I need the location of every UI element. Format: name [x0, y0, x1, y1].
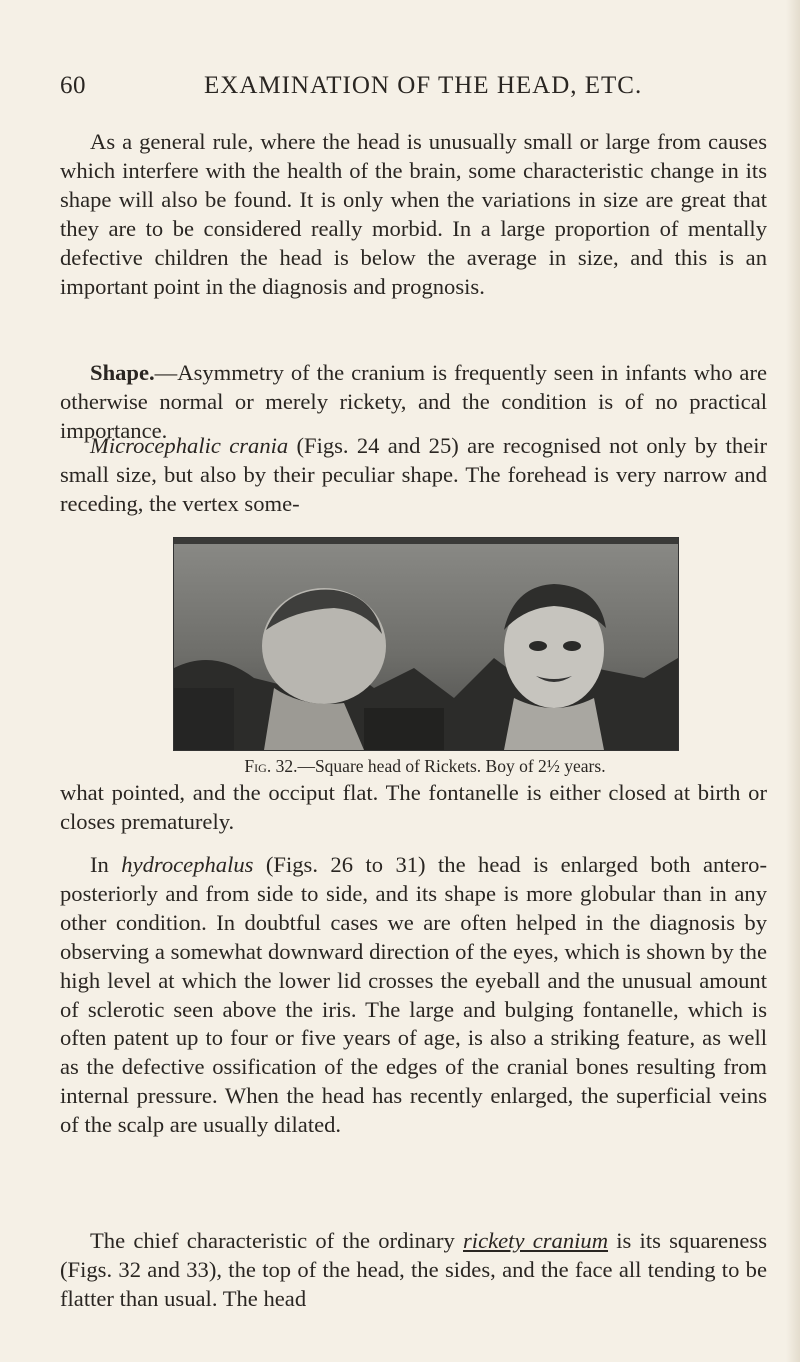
page-number: 60	[60, 72, 86, 99]
rickety-lead: The chief characteristic of the ordinary	[90, 1228, 464, 1253]
paragraph-hydrocephalus	[60, 851, 767, 1140]
rickety-text: is its squareness (Figs. 32 and 33), the top of the head, the sides, and the face all tending to be flatter than usual. The head	[60, 1228, 767, 1311]
rickets-photo-illustration	[174, 538, 678, 750]
hydrocephalus-lead: In	[90, 852, 122, 877]
figure-caption-text: —Square head of Rickets. Boy of 2½ years.	[297, 756, 606, 776]
figure-photograph	[173, 537, 679, 751]
running-title: EXAMINATION OF THE HEAD, ETC.	[204, 72, 643, 99]
microcephalic-text: (Figs. 24 and 25) are recognised not only by their small size, but also by their peculiar shape. The forehead is very narrow and receding, the vertex some-	[60, 433, 767, 516]
paragraph-microcephalic-continued: what pointed, and the occiput flat. The fontanelle is either closed at birth or closes prematurely.	[60, 780, 767, 834]
paragraph-microcephalic	[60, 432, 767, 519]
paragraph-rickety-cranium	[60, 1227, 767, 1314]
shape-text: —Asymmetry of the cranium is frequently seen in infants who are otherwise normal or merely rickety, and the condition is of no practical importance.	[60, 360, 767, 443]
figure-label: Fig. 32.	[244, 756, 298, 776]
page-header	[60, 72, 750, 112]
paragraph-head-size: As a general rule, where the head is unusually small or large from causes which interfere with the health of the brain, some characteristic change in its shape will also be found. It is only when the variations in size are great that they are to be considered really morbid. In a large proportion of mentally defective children the head is below the average in size, and this is an important point in the diagnosis and prognosis.	[60, 129, 767, 299]
shape-heading: Shape.	[90, 360, 155, 385]
rickety-term: rickety cranium	[463, 1228, 609, 1253]
page-edge-shadow	[786, 0, 800, 1362]
microcephalic-term: Microcephalic crania	[90, 433, 289, 458]
hydrocephalus-text: (Figs. 26 to 31) the head is enlarged both antero-posteriorly and from side to side, and its shape is more globular than in any other condition. In doubtful cases we are often helped in the diagnosis by observing a somewhat downward direction of the eyes, which is shown by the high level at which the lower lid crosses the eyeball and the unusual amount of sclerotic seen above the iris. The large and bulging fontanelle, which is often patent up to four or five years of age, is also a striking feature, as well as the defective ossification of the edges of the cranial bones resulting from internal pressure. When the head has recently enlarged, the superficial veins of the scalp are usually dilated.	[60, 852, 767, 1138]
hydrocephalus-term: hydrocephalus	[121, 852, 254, 877]
figure-caption	[60, 756, 790, 777]
